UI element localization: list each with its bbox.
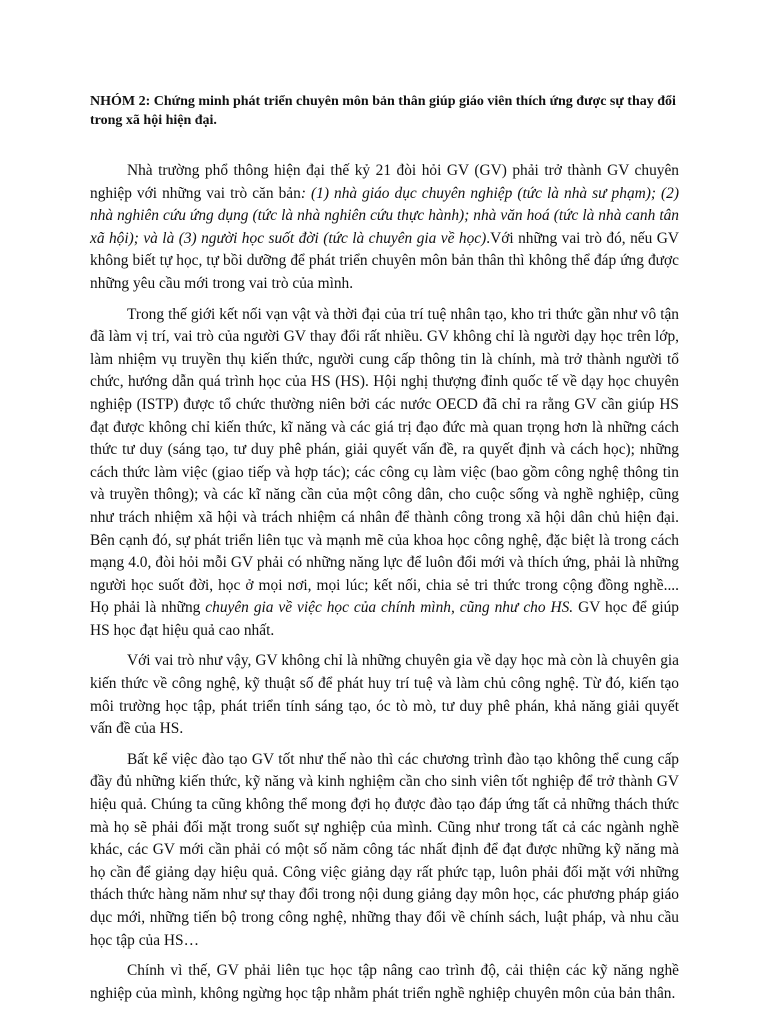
paragraph-2-text: Trong thế giới kết nối vạn vật và thời đại của trí tuệ nhân tạo, kho tri thức gần như vô tận đã làm vị trí, vai trò của người GV thay đổi rất nhiều. GV không chỉ là người dạy học trên lớp, làm nhiệm vụ truyền thụ kiến thức, người cung cấp thông tin là chính, mà trở thành người tổ chức, hướng dẫn quá trình học của HS (HS). Hội nghị thượng đỉnh quốc tế về dạy học chuyên nghiệp (ISTP) được tổ chức thường niên bởi các nước OECD đã chỉ ra rằng GV cần giúp HS đạt được không chỉ kiến thức, kĩ năng và các giá trị đạo đức mà quan trọng hơn là những cách thức tư duy (sáng tạo, tư duy phê phán, giải quyết vấn đề, ra quyết định và cách học); những cách thức làm việc (giao tiếp và hợp tác); các công cụ làm việc (bao gồm công nghệ thông tin và truyền thông); và các kĩ năng cần của một công dân, cho cuộc sống và nghề nghiệp, cũng như trách nhiệm xã hội và trách nhiệm cá nhân để thành công trong xã hội dân chủ hiện đại. Bên cạnh đó, sự phát triển liên tục và mạnh mẽ của khoa học công nghệ, đặc biệt là trong cách mạng 4.0, đòi hỏi mỗi GV phải có những năng lực để luôn đổi mới và thích ứng, phải là những người học suốt đời, học ở mọi nơi, mọi lúc; kết nối, chia sẻ tri thức trong cộng đồng nghề.... Họ phải là những: [90, 305, 679, 617]
paragraph-2-italic: chuyên gia về việc học của chính mình, cũng như cho HS.: [205, 599, 574, 617]
document-page: [90, 92, 679, 1013]
paragraph-4: Bất kể việc đào tạo GV tốt như thế nào thì các chương trình đào tạo không thể cung cấp đầy đủ những kiến thức, kỹ năng và kinh nghiệm cần cho sinh viên tốt nghiệp để trở thành GV hiệu quả. Chúng ta cũng không thể mong đợi họ được đào tạo đáp ứng tất cả những thách thức mà họ sẽ phải đối mặt trong suốt sự nghiệp của mình. Cũng như trong tất cả các ngành nghề khác, các GV mới cần phải có một số năm công tác nhất định để đạt được những kỹ năng mà họ cần để giảng dạy hiệu quả. Công việc giảng dạy rất phức tạp, luôn phải đối mặt với những thách thức hàng năm như sự thay đổi trong nội dung giảng dạy môn học, các phương pháp giáo dục mới, những tiến bộ trong công nghệ, những thay đổi về chính sách, luật pháp, và nhu cầu học tập của HS…: [90, 750, 679, 949]
paragraph-1-text: Nhà trường phổ thông hiện đại thế kỷ 21 đòi hỏi GV (GV) phải trở thành GV chuyên nghiệp với những vai trò căn bản: [90, 162, 679, 202]
paragraph-2: [90, 304, 679, 643]
paragraph-5: Chính vì thế, GV phải liên tục học tập nâng cao trình độ, cải thiện các kỹ năng nghề nghiệp của mình, không ngừng học tập nhằm phát triển nghề nghiệp chuyên môn của bản thân.: [90, 962, 679, 1002]
paragraph-1-tail: .Với những vai trò đó, nếu GV không biết tự học, tự bồi dưỡng để phát triển chuyên môn bản thân thì không thể đáp ứng được những yêu cầu mới trong vai trò của mình.: [90, 229, 679, 292]
paragraph-3: Với vai trò như vậy, GV không chỉ là những chuyên gia về dạy học mà còn là chuyên gia kiến thức về công nghệ, kỹ thuật số để phát huy trí tuệ và làm chủ công nghệ. Từ đó, kiến tạo môi trường học tập, phát triển tính sáng tạo, óc tò mò, tư duy phê phán, khả năng giải quyết vấn đề của HS.: [90, 652, 679, 738]
paragraph-1: [90, 160, 679, 296]
paragraph-2-tail: GV học để giúp HS học đạt hiệu quả cao nhất.: [90, 599, 679, 639]
paragraph-1-italic: : (1) nhà giáo dục chuyên nghiệp (tức là nhà sư phạm); (2) nhà nghiên cứu ứng dụng (tức là nhà nghiên cứu thực hành); nhà văn hoá (tức là nhà canh tân xã hội); và là (3) người học suốt đời (tức là chuyên gia về học): [90, 184, 679, 247]
section-heading: NHÓM 2: Chứng minh phát triển chuyên môn bản thân giúp giáo viên thích ứng được sự thay đổi trong xã hội hiện đại.: [90, 94, 676, 128]
